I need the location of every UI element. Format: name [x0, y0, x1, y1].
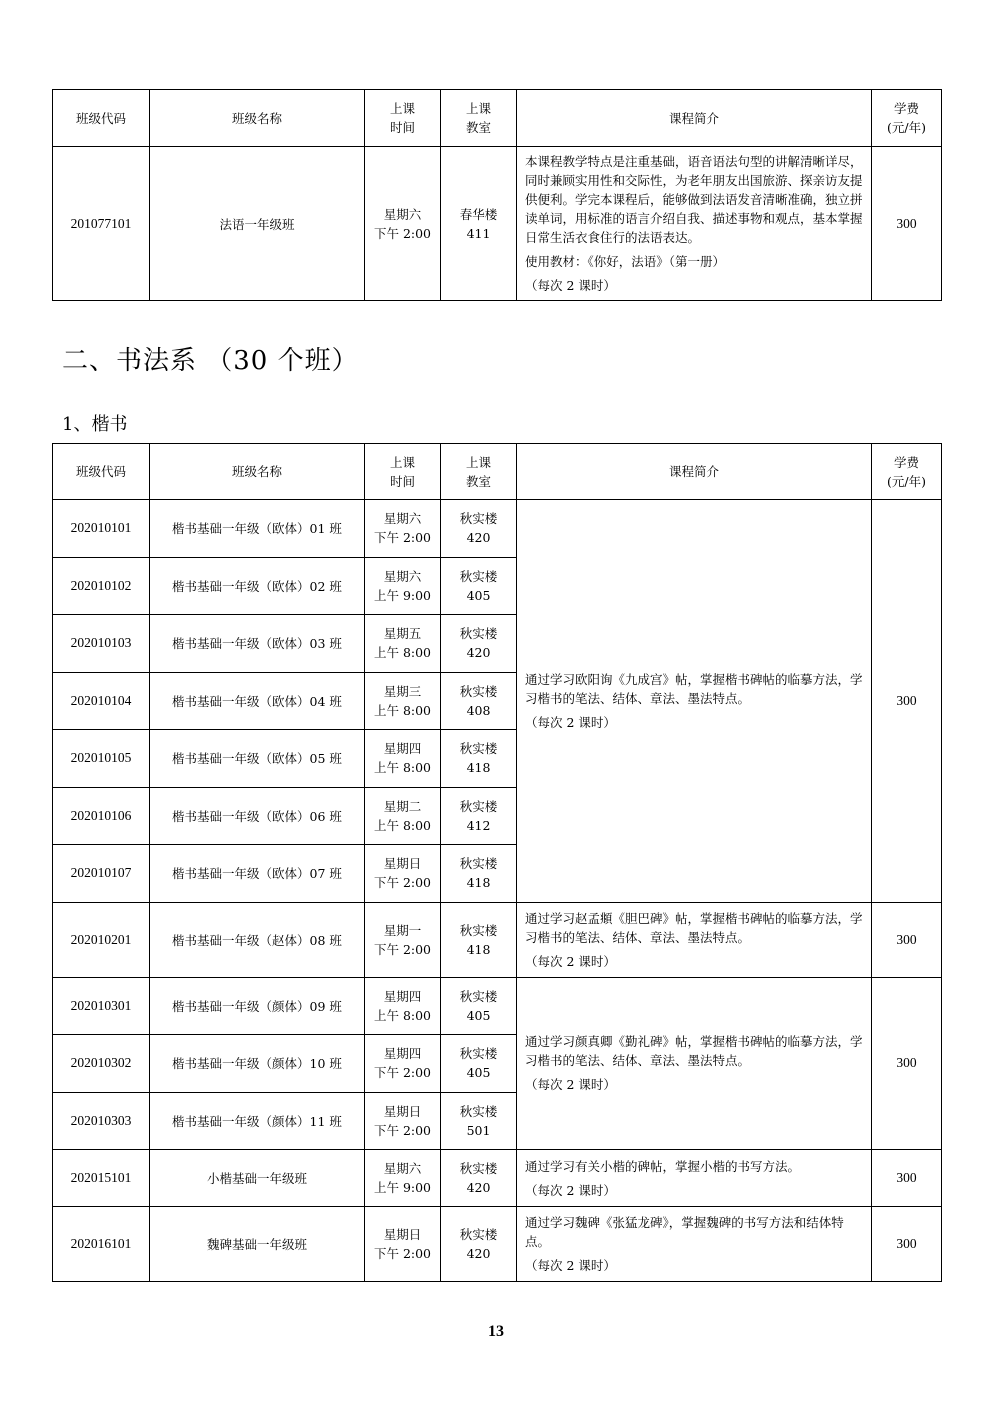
- table-header-row: [53, 444, 942, 500]
- class-room: 秋实楼 412: [441, 787, 517, 845]
- class-code: 202010105: [53, 730, 150, 788]
- tuition-fee: 300: [872, 500, 942, 903]
- table-row: [53, 1150, 942, 1207]
- table-row: [53, 977, 942, 1035]
- class-name: 楷书基础一年级（颜体）09 班: [150, 977, 365, 1035]
- class-name: 楷书基础一年级（欧体）06 班: [150, 787, 365, 845]
- class-name: 楷书基础一年级（颜体）10 班: [150, 1035, 365, 1093]
- header-code: 班级代码: [53, 90, 150, 147]
- class-name: 楷书基础一年级（颜体）11 班: [150, 1092, 365, 1150]
- french-course-table: [52, 89, 942, 301]
- class-time: 星期四 上午 8:00: [365, 730, 441, 788]
- class-name: 魏碑基础一年级班: [150, 1207, 365, 1282]
- class-name: 楷书基础一年级（欧体）02 班: [150, 557, 365, 615]
- class-time: 星期五 上午 8:00: [365, 615, 441, 673]
- class-name: 楷书基础一年级（欧体）05 班: [150, 730, 365, 788]
- table-header-row: [53, 90, 942, 147]
- class-room: 秋实楼 420: [441, 615, 517, 673]
- class-code: 202010104: [53, 672, 150, 730]
- tuition-fee: 300: [872, 147, 942, 301]
- tuition-fee: 300: [872, 977, 942, 1150]
- header-time: 上课 时间: [365, 90, 441, 147]
- class-code: 202010102: [53, 557, 150, 615]
- session-note: （每次 2 课时）: [525, 1182, 616, 1198]
- class-time: 星期六 下午 2:00: [365, 500, 441, 558]
- class-room: 秋实楼 418: [441, 845, 517, 903]
- session-note: （每次 2 课时）: [525, 1077, 616, 1093]
- class-room: 秋实楼 405: [441, 1035, 517, 1093]
- class-time: 星期四 上午 8:00: [365, 977, 441, 1035]
- header-room: 上课 教室: [441, 444, 517, 500]
- class-time: 星期二 上午 8:00: [365, 787, 441, 845]
- course-intro: 通过学习颜真卿《勤礼碑》帖，掌握楷书碑帖的临摹方法，学习楷书的笔法、结体、章法、墨法特点。 （每次 2 课时）: [517, 977, 872, 1150]
- course-intro: 通过学习魏碑《张猛龙碑》，掌握魏碑的书写方法和结体特点。 （每次 2 课时）: [517, 1207, 872, 1282]
- class-time: 星期六 下午 2:00: [365, 147, 441, 301]
- class-code: 202010106: [53, 787, 150, 845]
- header-intro: 课程简介: [517, 444, 872, 500]
- class-name: 楷书基础一年级（欧体）07 班: [150, 845, 365, 903]
- class-code: 202010302: [53, 1035, 150, 1093]
- table-row: [53, 500, 942, 558]
- class-time: 星期日 下午 2:00: [365, 1207, 441, 1282]
- class-room: 秋实楼 501: [441, 1092, 517, 1150]
- session-note: （每次 2 课时）: [525, 278, 616, 293]
- class-time: 星期日 下午 2:00: [365, 845, 441, 903]
- header-fee: 学费 (元/年): [872, 444, 942, 500]
- class-time: 星期一 下午 2:00: [365, 902, 441, 977]
- class-room: 秋实楼 420: [441, 500, 517, 558]
- class-room: 秋实楼 418: [441, 902, 517, 977]
- class-room: 秋实楼 418: [441, 730, 517, 788]
- header-name: 班级名称: [150, 444, 365, 500]
- header-name: 班级名称: [150, 90, 365, 147]
- header-room: 上课 教室: [441, 90, 517, 147]
- course-intro: 通过学习欧阳询《九成宫》帖，掌握楷书碑帖的临摹方法，学习楷书的笔法、结体、章法、墨法特点。 （每次 2 课时）: [517, 500, 872, 903]
- class-room: 春华楼 411: [441, 147, 517, 301]
- class-code: 202010301: [53, 977, 150, 1035]
- class-name: 法语一年级班: [150, 147, 365, 301]
- class-time: 星期四 下午 2:00: [365, 1035, 441, 1093]
- class-code: 202010303: [53, 1092, 150, 1150]
- session-note: （每次 2 课时）: [525, 714, 616, 730]
- class-name: 楷书基础一年级（欧体）01 班: [150, 500, 365, 558]
- tuition-fee: 300: [872, 902, 942, 977]
- textbook: 使用教材：《你好，法语》（第一册）: [525, 254, 726, 269]
- header-intro: 课程简介: [517, 90, 872, 147]
- class-room: 秋实楼 405: [441, 977, 517, 1035]
- class-name: 楷书基础一年级（赵体）08 班: [150, 902, 365, 977]
- course-intro: 通过学习有关小楷的碑帖，掌握小楷的书写方法。 （每次 2 课时）: [517, 1150, 872, 1207]
- class-name: 楷书基础一年级（欧体）04 班: [150, 672, 365, 730]
- course-intro: 通过学习赵孟頫《胆巴碑》帖，掌握楷书碑帖的临摹方法，学习楷书的笔法、结体、章法、墨法特点。 （每次 2 课时）: [517, 902, 872, 977]
- page-number: 13: [488, 1323, 504, 1340]
- class-code: 202015101: [53, 1150, 150, 1207]
- tuition-fee: 300: [872, 1207, 942, 1282]
- class-time: 星期六 上午 9:00: [365, 557, 441, 615]
- class-code: 202016101: [53, 1207, 150, 1282]
- session-note: （每次 2 课时）: [525, 1258, 616, 1273]
- class-name: 楷书基础一年级（欧体）03 班: [150, 615, 365, 673]
- course-intro: 本课程教学特点是注重基础，语音语法句型的讲解清晰详尽，同时兼顾实用性和交际性，为老年朋友出国旅游、探亲访友提供便利。学完本课程后，能够做到法语发音清晰准确，独立拼读单词，用标准的语言介绍自我、描述事物和观点，基本掌握日常生活衣食住行的法语表达。 使用教材：《你好，法语》（第一册） （每次 2 课时）: [517, 147, 872, 301]
- class-time: 星期六 上午 9:00: [365, 1150, 441, 1207]
- table-row: [53, 902, 942, 977]
- table-row: [53, 147, 942, 301]
- class-room: 秋实楼 405: [441, 557, 517, 615]
- section-title: 二、书法系 （30 个班）: [62, 346, 359, 376]
- class-code: 202010201: [53, 902, 150, 977]
- header-fee: 学费 (元/年): [872, 90, 942, 147]
- class-room: 秋实楼 420: [441, 1150, 517, 1207]
- class-code: 202010101: [53, 500, 150, 558]
- class-room: 秋实楼 408: [441, 672, 517, 730]
- tuition-fee: 300: [872, 1150, 942, 1207]
- calligraphy-course-table: [52, 443, 942, 1282]
- session-note: （每次 2 课时）: [525, 953, 616, 969]
- class-code: 202010103: [53, 615, 150, 673]
- header-code: 班级代码: [53, 444, 150, 500]
- class-name: 小楷基础一年级班: [150, 1150, 365, 1207]
- header-time: 上课 时间: [365, 444, 441, 500]
- class-code: 201077101: [53, 147, 150, 301]
- subsection-title: 1、楷书: [62, 414, 128, 435]
- class-room: 秋实楼 420: [441, 1207, 517, 1282]
- class-time: 星期三 上午 8:00: [365, 672, 441, 730]
- table-row: [53, 1207, 942, 1282]
- class-code: 202010107: [53, 845, 150, 903]
- class-time: 星期日 下午 2:00: [365, 1092, 441, 1150]
